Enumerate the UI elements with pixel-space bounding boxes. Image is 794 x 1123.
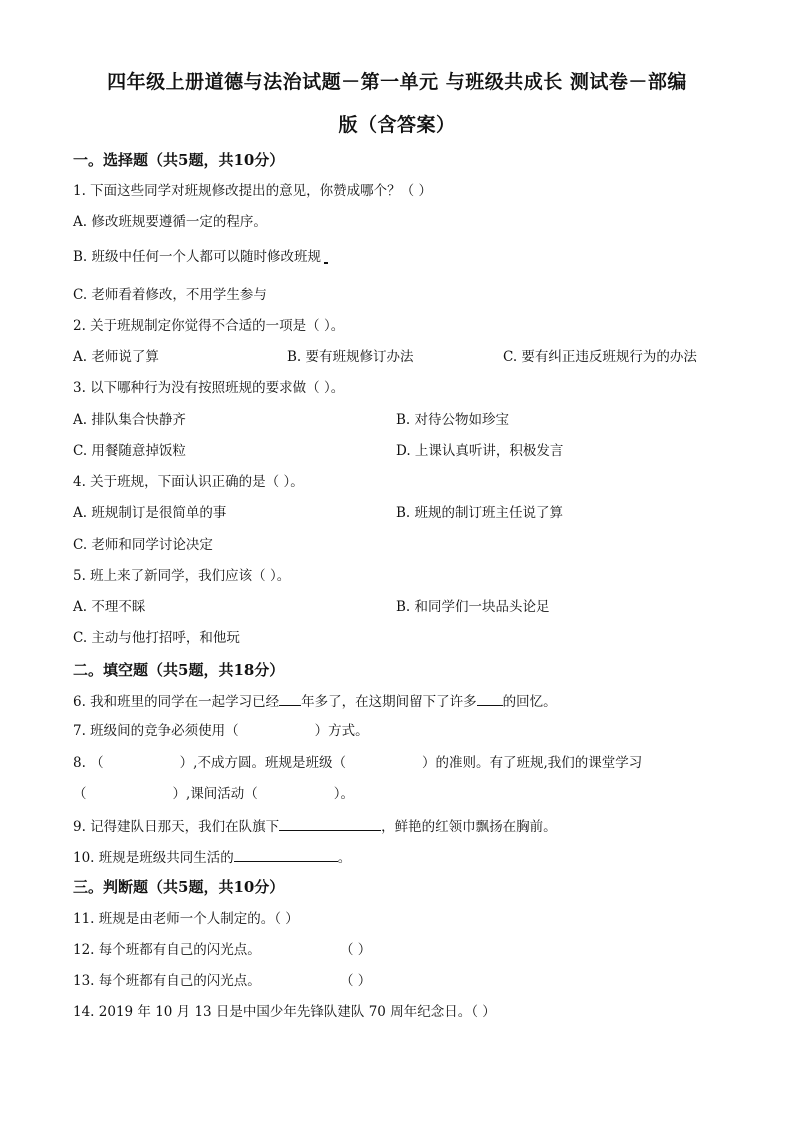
question-13: 13. 每个班都有自己的闪光点。 bbox=[73, 973, 261, 989]
question-5-option-b: B. 和同学们一块品头论足 bbox=[396, 599, 550, 615]
question-8-part6: ）。 bbox=[333, 786, 355, 802]
question-4-option-a: A. 班规制订是很简单的事 bbox=[73, 505, 227, 521]
question-10-part1: 10. 班规是班级共同生活的 bbox=[73, 850, 234, 866]
question-1-option-b-text: B. 班级中任何一个人都可以随时修改班规 bbox=[73, 249, 322, 265]
question-4-option-b: B. 班规的制订班主任说了算 bbox=[396, 505, 564, 521]
question-3-stem: 3. 以下哪种行为没有按照班规的要求做（ ）。 bbox=[73, 380, 345, 396]
answer-blank[interactable] bbox=[279, 691, 301, 706]
question-8-part1: 8. （ bbox=[73, 755, 104, 771]
question-2-option-c: C. 要有纠正违反班规行为的办法 bbox=[503, 349, 697, 365]
question-11: 11. 班规是由老师一个人制定的。（ ） bbox=[73, 911, 299, 927]
question-1-option-c: C. 老师看着修改，不用学生参与 bbox=[73, 287, 267, 303]
section-heading-choice: 一。选择题（共5题，共10分） bbox=[73, 151, 285, 169]
question-2-option-a: A. 老师说了算 bbox=[73, 349, 159, 365]
question-9 bbox=[73, 816, 557, 836]
question-8-part2: ）,不成方圆。班规是班级（ bbox=[179, 755, 346, 771]
question-3-option-c: C. 用餐随意掉饭粒 bbox=[73, 443, 186, 459]
question-10 bbox=[73, 847, 351, 867]
question-5-option-c: C. 主动与他打招呼，和他玩 bbox=[73, 630, 240, 646]
answer-blank[interactable] bbox=[279, 816, 381, 831]
question-5-stem: 5. 班上来了新同学，我们应该（ ）。 bbox=[73, 568, 291, 584]
question-3-option-d: D. 上课认真听讲，积极发言 bbox=[396, 443, 564, 459]
answer-blank[interactable] bbox=[234, 847, 338, 862]
question-5-option-a: A. 不理不睬 bbox=[73, 599, 146, 615]
exam-title-line1: 四年级上册道德与法治试题－第一单元 与班级共成长 测试卷－部编 bbox=[107, 71, 687, 93]
question-4-stem: 4. 关于班规，下面认识正确的是（ ）。 bbox=[73, 474, 304, 490]
question-1-option-a: A. 修改班规要遵循一定的程序。 bbox=[73, 214, 267, 230]
question-6-part2: 年多了，在这期间留下了许多 bbox=[301, 694, 477, 710]
question-3-option-a: A. 排队集合快静齐 bbox=[73, 412, 186, 428]
question-9-part1: 9. 记得建队日那天，我们在队旗下 bbox=[73, 819, 280, 835]
question-14: 14. 2019 年 10 月 13 日是中国少年先锋队建队 70 周年纪念日。（ ） bbox=[73, 1004, 496, 1020]
question-13-answer-paren[interactable]: （ ） bbox=[340, 973, 372, 989]
question-8-line2 bbox=[73, 785, 354, 803]
question-7-part2: ）方式。 bbox=[314, 723, 369, 739]
question-10-part2: 。 bbox=[337, 850, 352, 866]
question-4-option-c: C. 老师和同学讨论决定 bbox=[73, 537, 213, 553]
answer-blank[interactable] bbox=[477, 691, 503, 706]
question-8-part4: （ bbox=[73, 786, 87, 802]
question-2-option-b: B. 要有班规修订办法 bbox=[287, 349, 414, 365]
question-8-line1 bbox=[73, 754, 642, 772]
exam-title-line2: 版（含答案） bbox=[338, 114, 456, 136]
question-6-part1: 6. 我和班里的同学在一起学习已经 bbox=[73, 694, 280, 710]
underline-mark bbox=[324, 262, 328, 264]
section-heading-judge: 三。判断题（共5题，共10分） bbox=[73, 878, 285, 896]
question-7 bbox=[73, 722, 369, 740]
question-8-part3: ）的准则。有了班规,我们的课堂学习 bbox=[421, 755, 643, 771]
question-7-part1: 7. 班级间的竞争必须使用（ bbox=[73, 723, 239, 739]
question-12: 12. 每个班都有自己的闪光点。 bbox=[73, 942, 261, 958]
question-1-stem: 1. 下面这些同学对班规修改提出的意见，你赞成哪个？（ ） bbox=[73, 183, 432, 199]
question-6 bbox=[73, 691, 557, 711]
question-2-stem: 2. 关于班规制定你觉得不合适的一项是（ ）。 bbox=[73, 318, 345, 334]
section-heading-fill: 二。填空题（共5题，共18分） bbox=[73, 661, 285, 679]
question-1-option-b bbox=[73, 248, 328, 266]
question-12-answer-paren[interactable]: （ ） bbox=[340, 942, 372, 958]
question-6-part3: 的回忆。 bbox=[502, 694, 557, 710]
question-8-part5: ）,课间活动（ bbox=[172, 786, 258, 802]
question-9-part2: ，鲜艳的红领巾飘扬在胸前。 bbox=[381, 819, 557, 835]
question-3-option-b: B. 对待公物如珍宝 bbox=[396, 412, 510, 428]
